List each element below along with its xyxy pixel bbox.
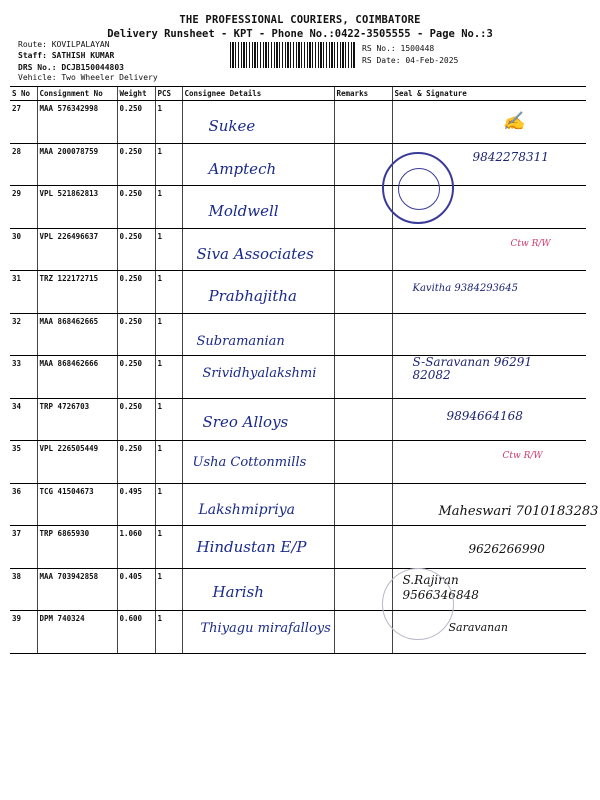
sno: 30 — [10, 228, 37, 271]
remarks — [334, 228, 392, 271]
consignee-cell — [182, 271, 334, 314]
signature-cell — [392, 228, 586, 271]
signature: S-Saravanan 96291 82082 — [412, 355, 533, 382]
weight: 0.250 — [117, 228, 155, 271]
consignee-name: Thiyagu mirafalloys — [200, 621, 331, 636]
signature: Ctw R/W — [502, 451, 543, 461]
signature-cell — [392, 356, 586, 399]
consignee-name: Harish — [212, 582, 264, 601]
consignment-no: TRP 4726703 — [37, 398, 117, 441]
company-seal-stamp — [382, 152, 454, 224]
header-sno: S No — [10, 87, 37, 101]
sno: 34 — [10, 398, 37, 441]
consignee-cell — [182, 568, 334, 611]
rs-number: RS No.: 1500448 — [362, 44, 435, 53]
sno: 32 — [10, 313, 37, 356]
weight: 0.250 — [117, 271, 155, 314]
pcs: 1 — [155, 356, 182, 399]
consignee-name: Subramanian — [196, 333, 285, 349]
consignee-name: Lakshmipriya — [198, 501, 295, 518]
consignee-cell — [182, 356, 334, 399]
consignee-cell — [182, 101, 334, 144]
consignee-cell — [182, 228, 334, 271]
sno: 33 — [10, 356, 37, 399]
pcs: 1 — [155, 483, 182, 526]
signature-cell — [392, 526, 586, 569]
runsheet-table — [10, 86, 599, 654]
sno: 29 — [10, 186, 37, 229]
remarks — [334, 356, 392, 399]
header-remarks: Remarks — [334, 87, 392, 101]
signature-cell — [392, 313, 586, 356]
company-title: THE PROFESSIONAL COURIERS, COIMBATORE — [179, 14, 421, 26]
consignee-cell — [182, 398, 334, 441]
pcs: 1 — [155, 143, 182, 186]
consignment-no: MAA 703942858 — [37, 568, 117, 611]
barcode — [230, 42, 356, 68]
table-row — [10, 356, 586, 399]
sno: 36 — [10, 483, 37, 526]
weight: 0.495 — [117, 483, 155, 526]
pcs: 1 — [155, 101, 182, 144]
consignment-no: MAA 200078759 — [37, 143, 117, 186]
remarks — [334, 398, 392, 441]
signature: Ctw R/W — [510, 238, 551, 249]
consignment-no: TCG 41504673 — [37, 483, 117, 526]
remarks — [334, 526, 392, 569]
weight: 0.250 — [117, 356, 155, 399]
pcs: 1 — [155, 398, 182, 441]
signature: Maheswari 7010183283 — [438, 503, 599, 519]
consignee-name: Usha Cottonmills — [192, 455, 307, 470]
table-row — [10, 398, 586, 441]
consignment-no: MAA 868462666 — [37, 356, 117, 399]
table-row — [10, 186, 586, 229]
consignment-no: VPL 226496637 — [37, 228, 117, 271]
consignment-no: DPM 740324 — [37, 611, 117, 654]
pcs: 1 — [155, 526, 182, 569]
consignee-cell — [182, 483, 334, 526]
consignee-name: Sukee — [208, 117, 256, 135]
pcs: 1 — [155, 271, 182, 314]
table-row — [10, 228, 586, 271]
weight: 0.250 — [117, 143, 155, 186]
table-row — [10, 313, 586, 356]
remarks — [334, 483, 392, 526]
header-pcs: PCS — [155, 87, 182, 101]
signature: Saravanan — [448, 621, 508, 634]
rs-date: RS Date: 04-Feb-2025 — [362, 56, 459, 65]
signature-cell — [392, 101, 586, 144]
sno: 27 — [10, 101, 37, 144]
remarks — [334, 313, 392, 356]
header-weight: Weight — [117, 87, 155, 101]
consignment-no: VPL 226505449 — [37, 441, 117, 484]
staff: Staff: SATHISH KUMAR — [18, 51, 115, 60]
weight: 0.250 — [117, 398, 155, 441]
signature-cell — [392, 271, 586, 314]
remarks — [334, 441, 392, 484]
consignee-name: Srividhyalakshmi — [202, 366, 317, 381]
consignment-no: TRP 6865930 — [37, 526, 117, 569]
consignee-cell — [182, 526, 334, 569]
consignee-name: Amptech — [208, 159, 277, 178]
table-header-row — [10, 87, 586, 101]
weight: 1.060 — [117, 526, 155, 569]
weight: 0.250 — [117, 101, 155, 144]
remarks — [334, 271, 392, 314]
table-row — [10, 101, 586, 144]
consignee-name: Moldwell — [208, 202, 279, 220]
consignee-cell — [182, 611, 334, 654]
sno: 37 — [10, 526, 37, 569]
sno: 35 — [10, 441, 37, 484]
pcs: 1 — [155, 568, 182, 611]
header-signature: Seal & Signature — [392, 87, 586, 101]
faint-seal-stamp — [382, 568, 454, 640]
signature: ✍ — [502, 111, 525, 132]
sno: 39 — [10, 611, 37, 654]
pcs: 1 — [155, 228, 182, 271]
table-row — [10, 483, 586, 526]
table-row — [10, 568, 586, 611]
table-row — [10, 143, 586, 186]
runsheet-subtitle: Delivery Runsheet - KPT - Phone No.:0422-3505555 - Page No.:3 — [107, 28, 493, 40]
consignment-no: VPL 521862813 — [37, 186, 117, 229]
consignee-name: Prabhajitha — [208, 287, 297, 305]
consignee-name: Sreo Alloys — [202, 412, 289, 431]
table-row — [10, 441, 586, 484]
consignment-no: MAA 868462665 — [37, 313, 117, 356]
pcs: 1 — [155, 186, 182, 229]
consignee-name: Siva Associates — [196, 244, 314, 263]
consignment-no: MAA 576342998 — [37, 101, 117, 144]
consignee-cell — [182, 441, 334, 484]
table-row — [10, 611, 586, 654]
pcs: 1 — [155, 313, 182, 356]
consignee-name: Hindustan E/P — [196, 538, 307, 556]
header-consignment: Consignment No — [37, 87, 117, 101]
signature-cell — [392, 398, 586, 441]
pcs: 1 — [155, 611, 182, 654]
remarks — [334, 611, 392, 654]
consignee-cell — [182, 186, 334, 229]
consignee-cell — [182, 313, 334, 356]
weight: 0.250 — [117, 313, 155, 356]
signature: S.Rajiran 9566346848 — [402, 572, 479, 602]
vehicle: Vehicle: Two Wheeler Delivery — [18, 73, 158, 82]
signature: 9626266990 — [468, 542, 545, 556]
sno: 28 — [10, 143, 37, 186]
weight: 0.250 — [117, 441, 155, 484]
weight: 0.250 — [117, 186, 155, 229]
pcs: 1 — [155, 441, 182, 484]
sno: 38 — [10, 568, 37, 611]
consignee-cell — [182, 143, 334, 186]
signature-cell — [392, 441, 586, 484]
header-consignee: Consignee Details — [182, 87, 334, 101]
table-row — [10, 271, 586, 314]
remarks — [334, 101, 392, 144]
table-row — [10, 526, 586, 569]
route: Route: KOVILPALAYAN — [18, 40, 110, 49]
signature: 9894664168 — [446, 408, 523, 423]
consignment-no: TRZ 122172715 — [37, 271, 117, 314]
signature-cell — [392, 483, 599, 526]
signature: 9842278311 — [472, 149, 549, 164]
signature: Kavitha 9384293645 — [412, 283, 519, 294]
weight: 0.405 — [117, 568, 155, 611]
sno: 31 — [10, 271, 37, 314]
drs-number: DRS No.: DCJB150044803 — [18, 63, 124, 72]
weight: 0.600 — [117, 611, 155, 654]
